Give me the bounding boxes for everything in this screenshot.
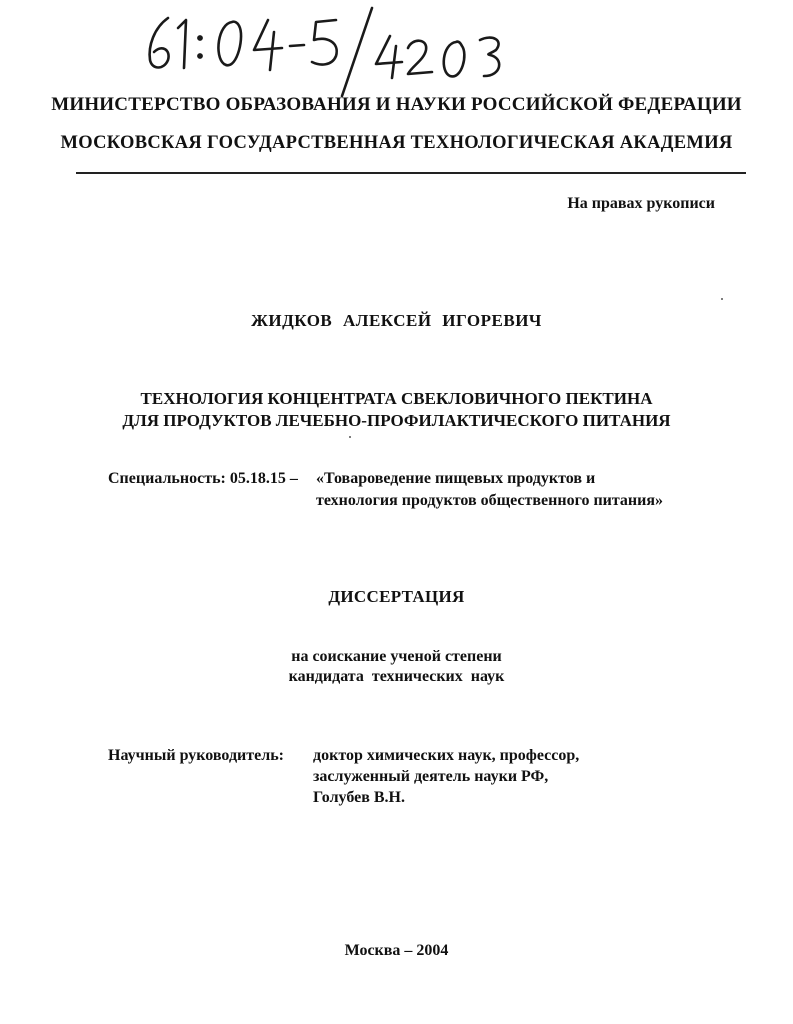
scan-speck xyxy=(349,436,351,438)
header-divider xyxy=(76,172,746,174)
document-type: ДИССЕРТАЦИЯ xyxy=(328,587,465,606)
scan-speck xyxy=(721,298,723,300)
city-year: Москва – 2004 xyxy=(344,942,449,959)
supervisor-line-2: заслуженный деятель науки РФ, xyxy=(313,768,549,785)
supervisor-line-1: доктор химических наук, профессор, xyxy=(313,747,580,764)
ministry-heading: МИНИСТЕРСТВО ОБРАЗОВАНИЯ И НАУКИ РОССИЙСКОЙ ФЕДЕРАЦИИ xyxy=(51,94,742,115)
specialty-line-2: технология продуктов общественного питания» xyxy=(316,492,664,509)
specialty-label: Специальность: 05.18.15 – xyxy=(108,470,298,487)
handwritten-code-drawing xyxy=(140,6,520,98)
supervisor-label: Научный руководитель: xyxy=(108,747,284,764)
academy-heading: МОСКОВСКАЯ ГОСУДАРСТВЕННАЯ ТЕХНОЛОГИЧЕСКАЯ АКАДЕМИЯ xyxy=(60,133,733,153)
handwritten-archive-code xyxy=(140,6,520,98)
degree-line-1: на соискание ученой степени xyxy=(291,648,502,665)
thesis-title-line-2: ДЛЯ ПРОДУКТОВ ЛЕЧЕБНО-ПРОФИЛАКТИЧЕСКОГО ПИТАНИЯ xyxy=(122,411,671,430)
thesis-title-line-1: ТЕХНОЛОГИЯ КОНЦЕНТРАТА СВЕКЛОВИЧНОГО ПЕКТИНА xyxy=(140,389,653,408)
rights-notice: На правах рукописи xyxy=(567,195,715,212)
supervisor-name: Голубев В.Н. xyxy=(313,789,405,806)
author-name: ЖИДКОВ АЛЕКСЕЙ ИГОРЕВИЧ xyxy=(251,311,542,330)
specialty-line-1: «Товароведение пищевых продуктов и xyxy=(316,470,596,487)
degree-line-2: кандидата технических наук xyxy=(288,668,505,685)
